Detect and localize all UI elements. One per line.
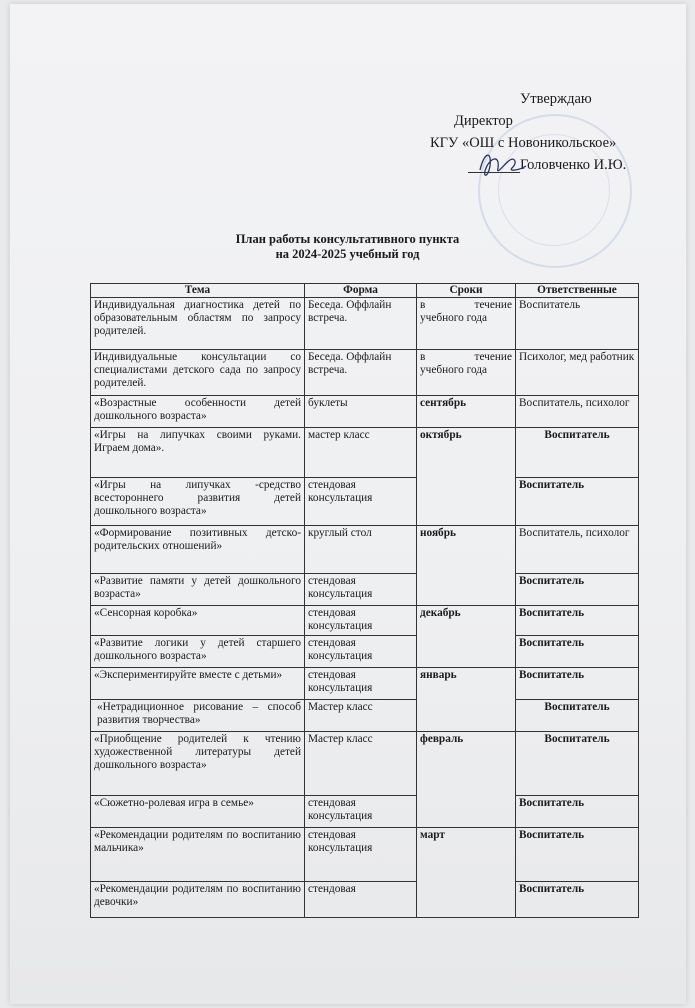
- cell-theme: Индивидуальные консультации со специалистами детского сада по запросу родителей.: [91, 350, 305, 396]
- title-line-1: План работы консультативного пункта: [235, 232, 460, 246]
- header-form: Форма: [305, 284, 417, 298]
- organization-name: КГУ «ОШ с Новоникольское»: [430, 135, 617, 151]
- table-row: [91, 700, 639, 732]
- header-term: Сроки: [417, 284, 516, 298]
- cell-responsible: Воспитатель, психолог: [516, 526, 639, 574]
- cell-theme: «Игры на липучках своими руками. Играем дома».: [91, 428, 305, 478]
- table-header-row: [91, 284, 639, 298]
- cell-term: февраль: [417, 732, 516, 828]
- table-row: [91, 606, 639, 636]
- cell-form: круглый стол: [305, 526, 417, 574]
- cell-term: в течение учебного года: [417, 350, 516, 396]
- cell-theme: «Экспериментируйте вместе с детьми»: [91, 668, 305, 700]
- cell-form: Мастер класс: [305, 732, 417, 796]
- cell-form: стендовая консультация: [305, 574, 417, 606]
- approve-label: Утверждаю: [520, 91, 592, 107]
- director-position: Директор: [454, 113, 513, 129]
- cell-form: буклеты: [305, 396, 417, 428]
- cell-responsible: Воспитатель: [516, 796, 639, 828]
- cell-responsible: Воспитатель: [516, 574, 639, 606]
- cell-theme: «Развитие памяти у детей дошкольного возраста»: [91, 574, 305, 606]
- cell-term: сентябрь: [417, 396, 516, 428]
- cell-form: стендовая консультация: [305, 606, 417, 636]
- cell-form: стендовая: [305, 882, 417, 918]
- cell-theme: «Игры на липучках -средство всестороннего развития детей дошкольного возраста»: [91, 478, 305, 526]
- cell-form: Беседа. Оффлайн встреча.: [305, 350, 417, 396]
- cell-responsible: Воспитатель: [516, 700, 639, 732]
- table-row: [91, 526, 639, 574]
- table-row: [91, 882, 639, 918]
- cell-responsible: Воспитатель: [516, 478, 639, 526]
- cell-form: Беседа. Оффлайн встреча.: [305, 298, 417, 350]
- header-responsible: Ответственные: [516, 284, 639, 298]
- cell-responsible: Воспитатель: [516, 298, 639, 350]
- cell-form: стендовая консультация: [305, 636, 417, 668]
- cell-term: октябрь: [417, 428, 516, 526]
- cell-responsible: Воспитатель, психолог: [516, 396, 639, 428]
- cell-form: Мастер класс: [305, 700, 417, 732]
- cell-theme: «Сюжетно-ролевая игра в семье»: [91, 796, 305, 828]
- cell-responsible: Воспитатель: [516, 636, 639, 668]
- cell-responsible: Воспитатель: [516, 828, 639, 882]
- table-row: [91, 668, 639, 700]
- table-row: [91, 396, 639, 428]
- cell-theme: «Нетрадиционное рисование – способ развития творчества»: [91, 700, 305, 732]
- table-row: [91, 828, 639, 882]
- document-title: [0, 232, 695, 262]
- cell-term: декабрь: [417, 606, 516, 668]
- table-row: [91, 796, 639, 828]
- cell-term: ноябрь: [417, 526, 516, 606]
- cell-theme: Индивидуальная диагностика детей по образовательным областям по запросу родителей.: [91, 298, 305, 350]
- cell-form: стендовая консультация: [305, 796, 417, 828]
- cell-term: март: [417, 828, 516, 918]
- cell-theme: «Приобщение родителей к чтению художественной литературы детей дошкольного возраста»: [91, 732, 305, 796]
- cell-theme: «Сенсорная коробка»: [91, 606, 305, 636]
- table-row: [91, 298, 639, 350]
- director-name: Головченко И.Ю.: [520, 157, 627, 173]
- cell-responsible: Воспитатель: [516, 428, 639, 478]
- cell-theme: «Развитие логики у детей старшего дошкольного возраста»: [91, 636, 305, 668]
- cell-form: стендовая консультация: [305, 828, 417, 882]
- cell-form: стендовая консультация: [305, 478, 417, 526]
- header-theme: Тема: [91, 284, 305, 298]
- consultation-plan-table: [90, 283, 639, 918]
- handwritten-signature: [474, 144, 530, 184]
- cell-responsible: Психолог, мед работник: [516, 350, 639, 396]
- cell-responsible: Воспитатель: [516, 668, 639, 700]
- cell-term: в течение учебного года: [417, 298, 516, 350]
- cell-theme: «Рекомендации родителям по воспитанию девочки»: [91, 882, 305, 918]
- table-row: [91, 428, 639, 478]
- table-row: [91, 732, 639, 796]
- title-line-2: на 2024-2025 учебный год: [275, 247, 420, 261]
- cell-responsible: Воспитатель: [516, 606, 639, 636]
- table-row: [91, 350, 639, 396]
- cell-form: мастер класс: [305, 428, 417, 478]
- cell-form: стендовая консультация: [305, 668, 417, 700]
- table-row: [91, 574, 639, 606]
- cell-term: январь: [417, 668, 516, 732]
- cell-theme: «Возрастные особенности детей дошкольного возраста»: [91, 396, 305, 428]
- table-row: [91, 478, 639, 526]
- cell-theme: «Рекомендации родителям по воспитанию мальчика»: [91, 828, 305, 882]
- table-row: [91, 636, 639, 668]
- cell-theme: «Формирование позитивных детско-родительских отношений»: [91, 526, 305, 574]
- cell-responsible: Воспитатель: [516, 882, 639, 918]
- cell-responsible: Воспитатель: [516, 732, 639, 796]
